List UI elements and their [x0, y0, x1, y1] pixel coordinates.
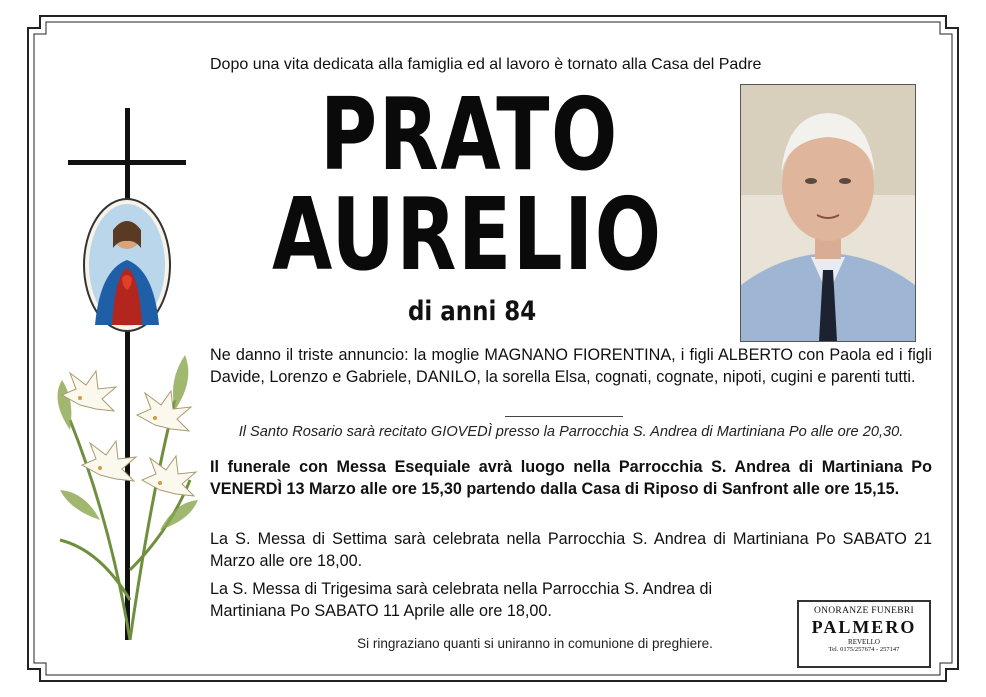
seventh-day-mass-notice: La S. Messa di Settima sarà celebrata nella Parrocchia S. Andrea di Martiniana Po SABATO 21 Marzo alle ore 18,00. [210, 530, 932, 570]
agency-line: ONORANZE FUNEBRI [813, 606, 915, 616]
funeral-notice: Il funerale con Messa Esequiale avrà luogo nella Parrocchia S. Andrea di Martiniana Po VENERDÌ 13 Marzo alle ore 15,30 partendo dalla Casa di Riposo di Sanfront alle ore 15,15. [210, 458, 932, 498]
deceased-surname: PRATO [320, 76, 619, 193]
agency-phone: Tel. 0175/257674 - 257147 [828, 646, 900, 653]
deceased-first-name: AURELIO [272, 176, 663, 293]
deceased-age: di anni 84 [408, 296, 537, 327]
agency-town: REVELLO [848, 638, 880, 646]
rosary-notice: Il Santo Rosario sarà recitato GIOVEDÌ presso la Parrocchia S. Andrea di Martiniana Po alle ore 20,30. [238, 424, 904, 440]
agency-name: PALMERO [811, 617, 917, 637]
funeral-agency-box [797, 600, 931, 668]
thirtieth-day-mass-notice: La S. Messa di Trigesima sarà celebrata nella Parrocchia S. Andrea di Martiniana Po SABATO 11 Aprile alle ore 18,00. [210, 580, 713, 620]
thanks-text: Si ringraziano quanti si uniranno in comunione di preghiere. [357, 636, 713, 651]
announcement-text: Ne danno il triste annuncio: la moglie MAGNANO FIORENTINA, i figli ALBERTO con Paola ed i figli Davide, Lorenzo e Gabriele, DANILO, la sorella Elsa, cognati, cognate, nipoti, cugini e parenti tutti. [210, 346, 932, 386]
separator-line [505, 416, 623, 417]
deceased-photo [740, 84, 916, 342]
intro-text: Dopo una vita dedicata alla famiglia ed al lavoro è tornato alla Casa del Padre [210, 56, 762, 73]
cross-with-lilies-icon [40, 100, 200, 640]
